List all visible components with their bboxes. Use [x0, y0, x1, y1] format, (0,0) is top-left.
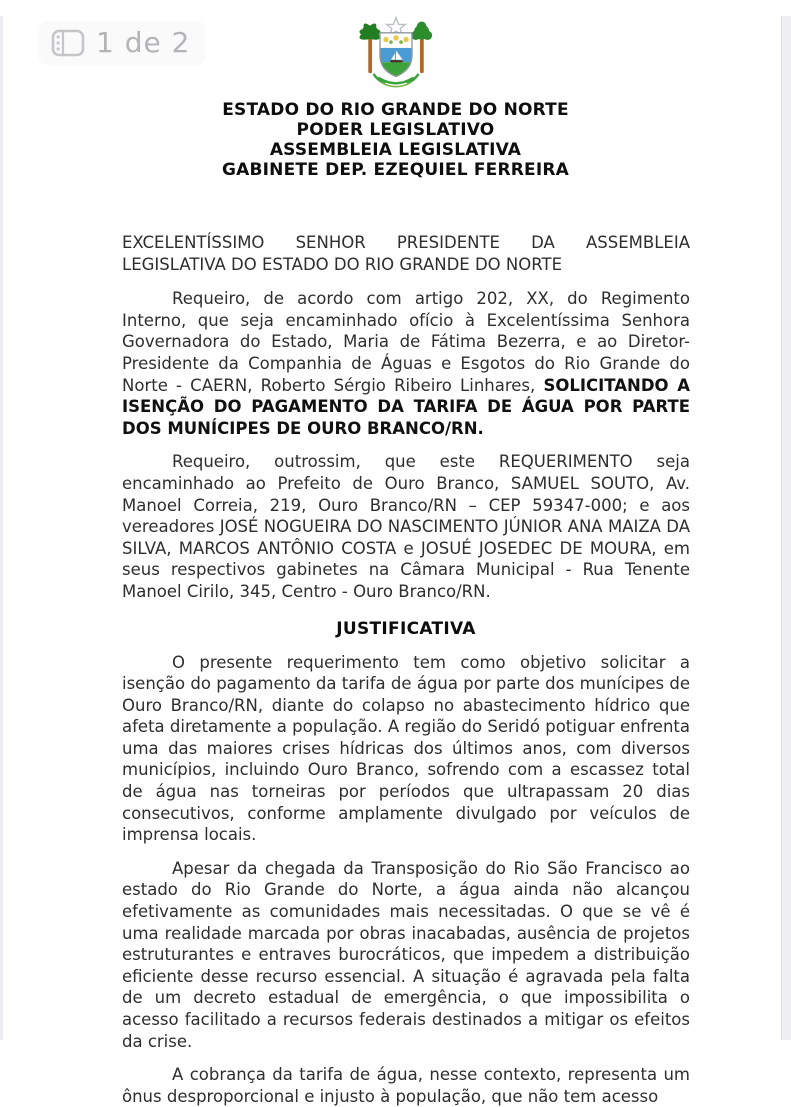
letterhead-line: GABINETE DEP. EZEQUIEL FERREIRA [0, 160, 791, 180]
justification-paragraphs [122, 652, 690, 1107]
document-page [0, 16, 791, 1107]
page-indicator-label: 1 de 2 [96, 29, 190, 57]
letterhead-line: ESTADO DO RIO GRANDE DO NORTE [0, 100, 791, 120]
addressee: EXCELENTÍSSIMO SENHOR PRESIDENTE DA ASSEMBLEIA LEGISLATIVA DO ESTADO DO RIO GRANDE DO NORTE [122, 232, 690, 275]
viewer-edge-left [0, 16, 3, 1040]
page-indicator[interactable] [38, 21, 206, 65]
document-body [0, 232, 791, 1107]
justification-heading: JUSTIFICATIVA [122, 619, 690, 639]
pages-panel-icon [51, 29, 85, 57]
paragraph: Requeiro, de acordo com artigo 202, XX, do Regimento Interno, que seja encaminhado ofício à Excelentíssima Senhora Governadora do Estado, Maria de Fátima Bezerra, e ao Diretor- Presidente da Companhia de Águas e Esgotos do Rio Grande do Norte - CAERN, Roberto Sérgio Ribeiro Linhares, SOLICITANDO A ISENÇÃO DO PAGAMENTO DA TARIFA DE ÁGUA POR PARTE DOS MUNÍCIPES DE OURO BRANCO/RN. [122, 288, 690, 439]
coat-of-arms [353, 16, 439, 90]
paragraph: O presente requerimento tem como objetivo solicitar a isenção do pagamento da tarifa de água por parte dos munícipes de Ouro Branco/RN, diante do colapso no abastecimento hídrico que afeta diretamente a população. A região do Seridó potiguar enfrenta uma das maiores crises hídricas dos últimos anos, com diversos municípios, incluindo Ouro Branco, sofrendo com a escassez total de água nas torneiras por períodos que ultrapassam 20 dias consecutivos, conforme amplamente divulgado por veículos de imprensa locais. [122, 652, 690, 846]
request-paragraphs [122, 288, 690, 602]
paragraph: Apesar da chegada da Transposição do Rio São Francisco ao estado do Rio Grande do Norte, a água ainda não alcançou efetivamente as comunidades mais necessitadas. O que se vê é uma realidade marcada por obras inacabadas, ausência de projetos estruturantes e entraves burocráticos, que impedem a distribuição eficiente desse recurso essencial. A situação é agravada pela falta de um decreto estadual de emergência, o que impossibilita o acesso facilitado a recursos federais destinados a mitigar os efeitos da crise. [122, 858, 690, 1052]
letterhead [0, 100, 791, 180]
letterhead-line: ASSEMBLEIA LEGISLATIVA [0, 140, 791, 160]
letterhead-line: PODER LEGISLATIVO [0, 120, 791, 140]
viewer-edge-right [781, 16, 791, 1040]
paragraph: Requeiro, outrossim, que este REQUERIMENTO seja encaminhado ao Prefeito de Ouro Branco, SAMUEL SOUTO, Av. Manoel Correia, 219, Ouro Branco/RN – CEP 59347-000; e aos vereadores JOSÉ NOGUEIRA DO NASCIMENTO JÚNIOR ANA MAIZA DA SILVA, MARCOS ANTÔNIO COSTA e JOSUÉ JOSEDEC DE MOURA, em seus respectivos gabinetes na Câmara Municipal - Rua Tenente Manoel Cirilo, 345, Centro - Ouro Branco/RN. [122, 451, 690, 602]
paragraph: A cobrança da tarifa de água, nesse contexto, representa um ônus desproporcional e injusto à população, que não tem acesso [122, 1064, 690, 1107]
